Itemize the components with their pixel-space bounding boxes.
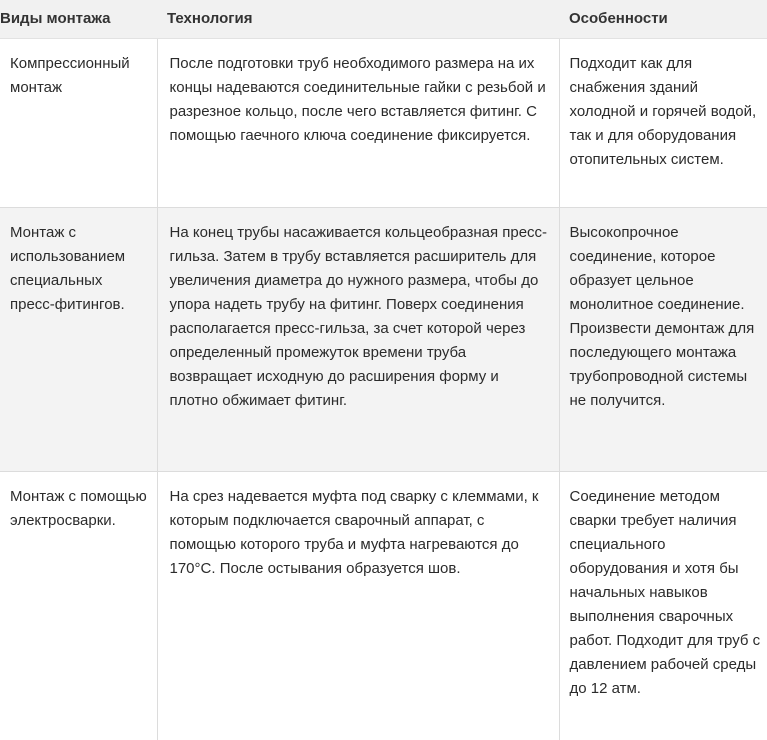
- cell-type: Монтаж с использованием специальных пресс-фитингов.: [0, 208, 157, 472]
- table-row: [0, 472, 767, 740]
- column-header-technology: Технология: [157, 0, 559, 39]
- cell-features: Подходит как для снабжения зданий холодной и горячей водой, так и для оборудования отопительных систем.: [559, 39, 767, 208]
- cell-technology: На срез надевается муфта под сварку с клеммами, к которым подключается сварочный аппарат, с помощью которого труба и муфта нагреваются до 170°С. После остывания образуется шов.: [157, 472, 559, 740]
- table-row: [0, 208, 767, 472]
- table-row: [0, 39, 767, 208]
- table-header-row: [0, 0, 767, 39]
- cell-technology: На конец трубы насаживается кольцеобразная пресс-гильза. Затем в трубу вставляется расширитель для увеличения диаметра до нужного размера, чтобы до упора надеть трубу на фитинг. Поверх соединения располагается пресс-гильза, за счет которой через определенный промежуток времени труба возвращает исходную до расширения форму и плотно обжимает фитинг.: [157, 208, 559, 472]
- column-header-type: Виды монтажа: [0, 0, 157, 39]
- cell-type: Монтаж с помощью электросварки.: [0, 472, 157, 740]
- cell-type: Компрессионный монтаж: [0, 39, 157, 208]
- cell-features: Высокопрочное соединение, которое образует цельное монолитное соединение. Произвести демонтаж для последующего монтажа трубопроводной системы не получится.: [559, 208, 767, 472]
- cell-features: Соединение методом сварки требует наличия специального оборудования и хотя бы начальных навыков выполнения сварочных работ. Подходит для труб с давлением рабочей среды до 12 атм.: [559, 472, 767, 740]
- column-header-features: Особенности: [559, 0, 767, 39]
- cell-technology: После подготовки труб необходимого размера на их концы надеваются соединительные гайки с резьбой и разрезное кольцо, после чего вставляется фитинг. С помощью гаечного ключа соединение фиксируется.: [157, 39, 559, 208]
